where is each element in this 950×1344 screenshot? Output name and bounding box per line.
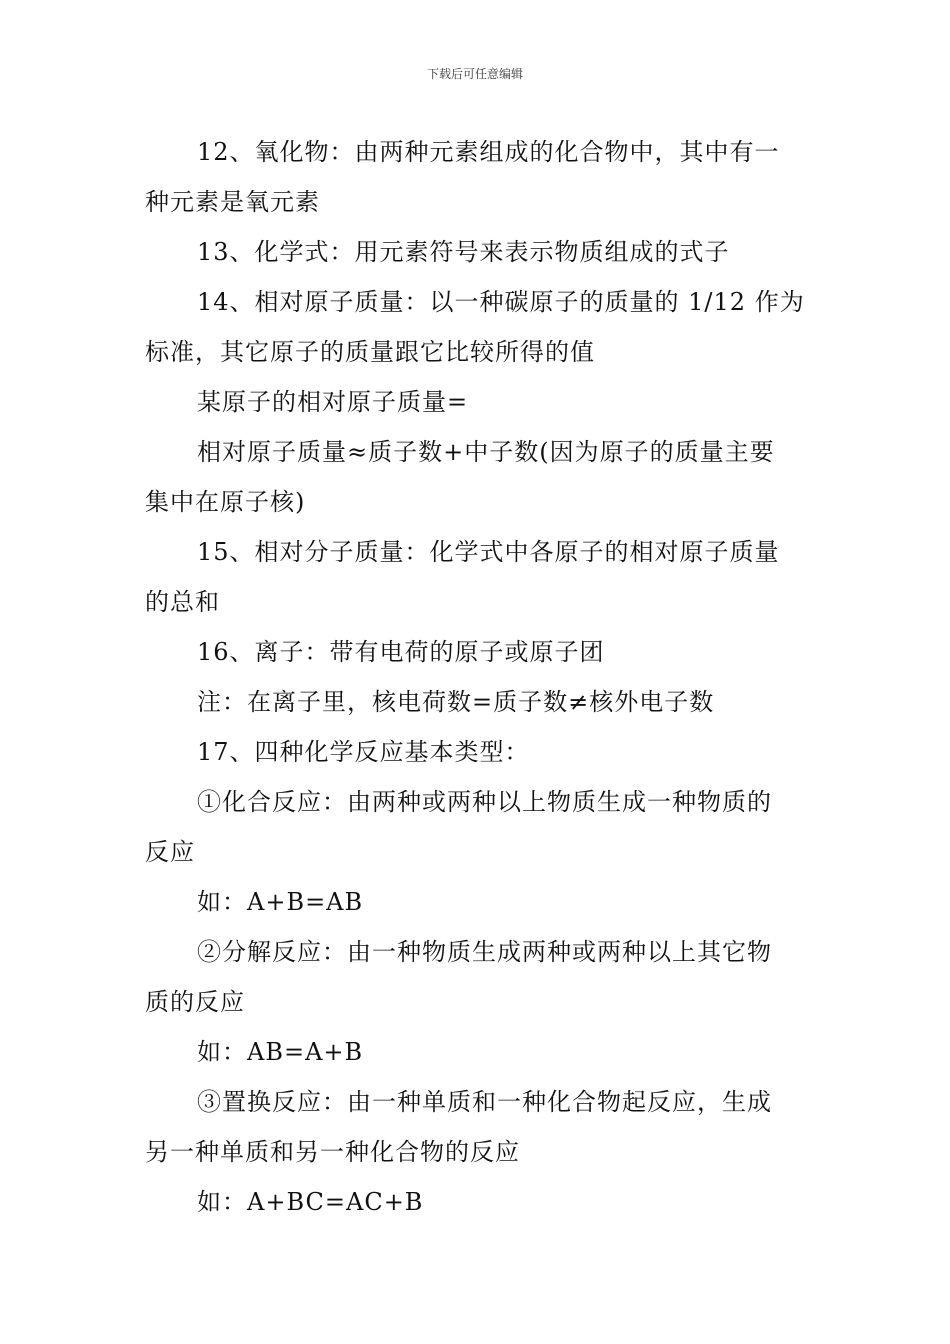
- page-header: 下载后可任意编辑: [426, 67, 523, 81]
- paragraph-line: 标准，其它原子的质量跟它比较所得的值: [145, 338, 595, 366]
- paragraph-combination-example: [145, 877, 815, 927]
- paragraph-line: 13、化学式：用元素符号来表示物质组成的式子: [197, 238, 730, 266]
- paragraph-atomic-mass-approx: [145, 427, 815, 527]
- paragraph-line: ②分解反应：由一种物质生成两种或两种以上其它物: [197, 938, 772, 966]
- paragraph-decomposition-example: [145, 1027, 815, 1077]
- paragraph-line: 12、氧化物：由两种元素组成的化合物中，其中有一: [197, 138, 780, 166]
- paragraph-line: 注：在离子里，核电荷数=质子数≠核外电子数: [197, 688, 715, 716]
- paragraph-line: 17、四种化学反应基本类型：: [197, 738, 530, 766]
- paragraph-ion-note: [145, 677, 815, 727]
- paragraph-13-chemical-formula: [145, 227, 815, 277]
- paragraph-line: 种元素是氧元素: [145, 188, 320, 216]
- paragraph-line: 的总和: [145, 588, 220, 616]
- paragraph-14-relative-atomic-mass: [145, 277, 815, 377]
- paragraph-line: 某原子的相对原子质量=: [197, 388, 469, 416]
- document-body: [145, 127, 815, 1227]
- paragraph-line: 15、相对分子质量：化学式中各原子的相对原子质量: [197, 538, 780, 566]
- paragraph-line: ①化合反应：由两种或两种以上物质生成一种物质的: [197, 788, 772, 816]
- paragraph-line: 14、相对原子质量：以一种碳原子的质量的 1/12 作为: [197, 288, 805, 316]
- paragraph-line: 质的反应: [145, 988, 245, 1016]
- paragraph-16-ion: [145, 627, 815, 677]
- paragraph-line: 集中在原子核): [145, 488, 306, 516]
- paragraph-atomic-mass-formula: [145, 377, 815, 427]
- paragraph-displacement-reaction: [145, 1077, 815, 1177]
- paragraph-17-reaction-types: [145, 727, 815, 777]
- paragraph-12-oxide: [145, 127, 815, 227]
- paragraph-line: 相对原子质量≈质子数+中子数(因为原子的质量主要: [197, 438, 775, 466]
- paragraph-line: 如：A+B=AB: [197, 888, 364, 916]
- paragraph-line: 如：AB=A+B: [197, 1038, 364, 1066]
- paragraph-line: ③置换反应：由一种单质和一种化合物起反应，生成: [197, 1088, 772, 1116]
- paragraph-decomposition-reaction: [145, 927, 815, 1027]
- paragraph-combination-reaction: [145, 777, 815, 877]
- paragraph-15-relative-molecular-mass: [145, 527, 815, 627]
- paragraph-line: 如：A+BC=AC+B: [197, 1188, 424, 1216]
- paragraph-line: 另一种单质和另一种化合物的反应: [145, 1138, 520, 1166]
- paragraph-line: 16、离子：带有电荷的原子或原子团: [197, 638, 605, 666]
- paragraph-line: 反应: [145, 838, 195, 866]
- paragraph-displacement-example: [145, 1177, 815, 1227]
